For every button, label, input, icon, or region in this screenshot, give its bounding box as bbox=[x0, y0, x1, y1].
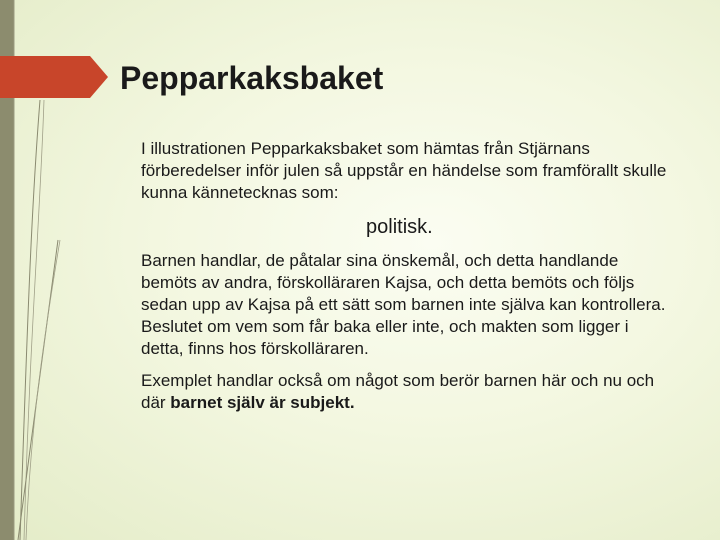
paragraph-conclusion bbox=[141, 370, 671, 414]
highlight-line bbox=[141, 214, 671, 240]
highlight-suffix: . bbox=[427, 216, 433, 238]
paragraph-body: Barnen handlar, de påtalar sina önskemål, och detta handlande bemöts av andra, förskolläraren Kajsa, och detta bemöts och följs sedan upp av Kajsa på ett sätt som barnen inte själva kan kontrollera. Beslutet om vem som får baka eller inte, och makten som ligger i detta, finns hos förskolläraren. bbox=[141, 251, 666, 358]
highlight-word: politisk bbox=[366, 216, 428, 238]
title-arrow-shape bbox=[0, 56, 108, 98]
slide-title: Pepparkaksbaket bbox=[120, 60, 384, 96]
conclusion-bold: barnet själv är subjekt. bbox=[170, 393, 355, 412]
conclusion-text: Exemplet handlar också om något som berör barnen här och nu och där bbox=[141, 371, 655, 412]
paragraph-intro: I illustrationen Pepparkaksbaket som hämtas från Stjärnans förberedelser inför julen så uppstår en händelse som framförallt skulle kunna kännetecknas som: bbox=[141, 139, 667, 202]
slide-content bbox=[141, 138, 671, 414]
